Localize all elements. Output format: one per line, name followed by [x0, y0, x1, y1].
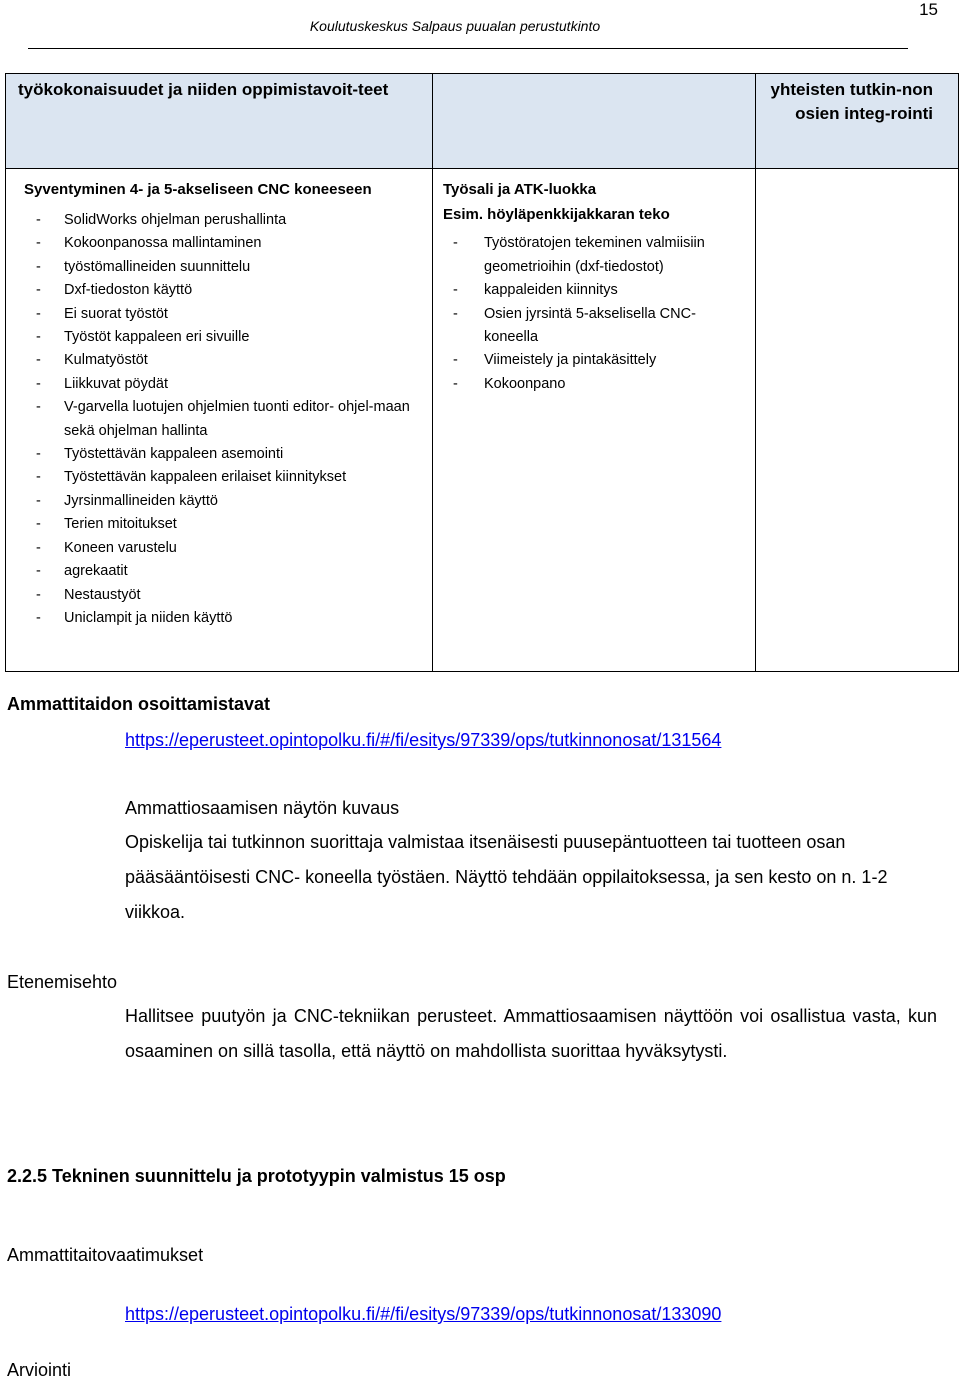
list-item: - Uniclampit ja niiden käyttö [6, 607, 432, 630]
naytto-heading: Ammattiosaamisen näytön kuvaus [125, 798, 400, 818]
header-divider [28, 48, 908, 49]
list-item: - Ei suorat työstöt [6, 303, 432, 326]
list-item: - Kokoonpanossa mallintaminen [6, 232, 432, 255]
section-title: 2.2.5 Tekninen suunnittelu ja prototyypin valmistus 15 osp [7, 1166, 506, 1186]
list-item: - Kokoonpano [433, 373, 755, 396]
location-cell [433, 169, 756, 672]
header-cell-goals [6, 74, 433, 169]
etenemisehto-heading: Etenemisehto [7, 972, 118, 992]
naytto-text: Opiskelija tai tutkinnon suorittaja valmistaa itsenäisesti puusepäntuotteen tai tuotteen osan pääsääntöisesti CNC- koneella työstäen. Näyttö tehdään oppilaitoksessa, ja sen kesto on n. 1-2 viikkoa. [125, 832, 888, 922]
list-item: - Kulmatyöstöt [6, 349, 432, 372]
header-cell-empty [433, 74, 756, 169]
list-item: - Työstettävän kappaleen erilaiset kiinnitykset [6, 466, 432, 489]
link-tutkinnonosat-131564[interactable]: https://eperusteet.opintopolku.fi/#/fi/esitys/97339/ops/tutkinnonosat/131564 [125, 730, 722, 750]
header-integration-text: yhteisten tutkin-non osien integ-rointi [770, 80, 933, 123]
page-number: 15 [919, 0, 938, 19]
arviointi-heading: Arviointi [7, 1360, 72, 1380]
location-title: Työsali ja ATK-luokka [443, 181, 597, 198]
list-item: - agrekaatit [6, 560, 432, 583]
list-item: - Työstettävän kappaleen asemointi [6, 443, 432, 466]
list-item: - Viimeistely ja pintakäsittely [433, 349, 755, 372]
header-goals-text: työkokonaisuudet ja niiden oppimistavoit-teet [18, 80, 389, 99]
etenemisehto-text: Hallitsee puutyön ja CNC-tekniikan perusteet. Ammattiosaamisen näyttöön voi osallistua vasta, kun osaaminen on sillä tasolla, että näyttö on mahdollista suorittaa hyväksytysti. [125, 1006, 937, 1061]
table-header-row [6, 74, 959, 169]
vaatimukset-heading: Ammattitaitovaatimukset [7, 1245, 204, 1265]
integration-cell [756, 169, 959, 672]
header-cell-integration [756, 74, 959, 169]
list-item: - Työstöratojen tekeminen valmiisiin geometrioihin (dxf-tiedostot) [433, 232, 755, 279]
list-item: - kappaleiden kiinnitys [433, 279, 755, 302]
list-item: - Osien jyrsintä 5-akselisella CNC-koneella [433, 303, 755, 350]
goals-title: Syventyminen 4- ja 5-akseliseen CNC koneeseen [24, 181, 372, 198]
goals-list [6, 209, 432, 630]
list-item: - työstömallineiden suunnittelu [6, 256, 432, 279]
table-body-row [6, 169, 959, 672]
list-item: - Nestaustyöt [6, 584, 432, 607]
curriculum-table [5, 73, 959, 672]
goals-cell [6, 169, 433, 672]
list-item: - Jyrsinmallineiden käyttö [6, 490, 432, 513]
list-item: - V-garvella luotujen ohjelmien tuonti editor- ohjel-maan sekä ohjelman hallinta [6, 396, 432, 443]
example-title: Esim. höyläpenkkijakkaran teko [443, 206, 670, 223]
list-item: - Terien mitoitukset [6, 513, 432, 536]
list-item: - Liikkuvat pöydät [6, 373, 432, 396]
page-header: Koulutuskeskus Salpaus puualan perustutkinto [309, 18, 601, 34]
list-item: - SolidWorks ohjelman perushallinta [6, 209, 432, 232]
ammattitaidon-heading: Ammattitaidon osoittamistavat [7, 694, 271, 714]
link-tutkinnonosat-133090[interactable]: https://eperusteet.opintopolku.fi/#/fi/esitys/97339/ops/tutkinnonosat/133090 [125, 1304, 722, 1324]
example-steps-list [433, 232, 755, 396]
list-item: - Koneen varustelu [6, 537, 432, 560]
list-item: - Työstöt kappaleen eri sivuille [6, 326, 432, 349]
list-item: - Dxf-tiedoston käyttö [6, 279, 432, 302]
